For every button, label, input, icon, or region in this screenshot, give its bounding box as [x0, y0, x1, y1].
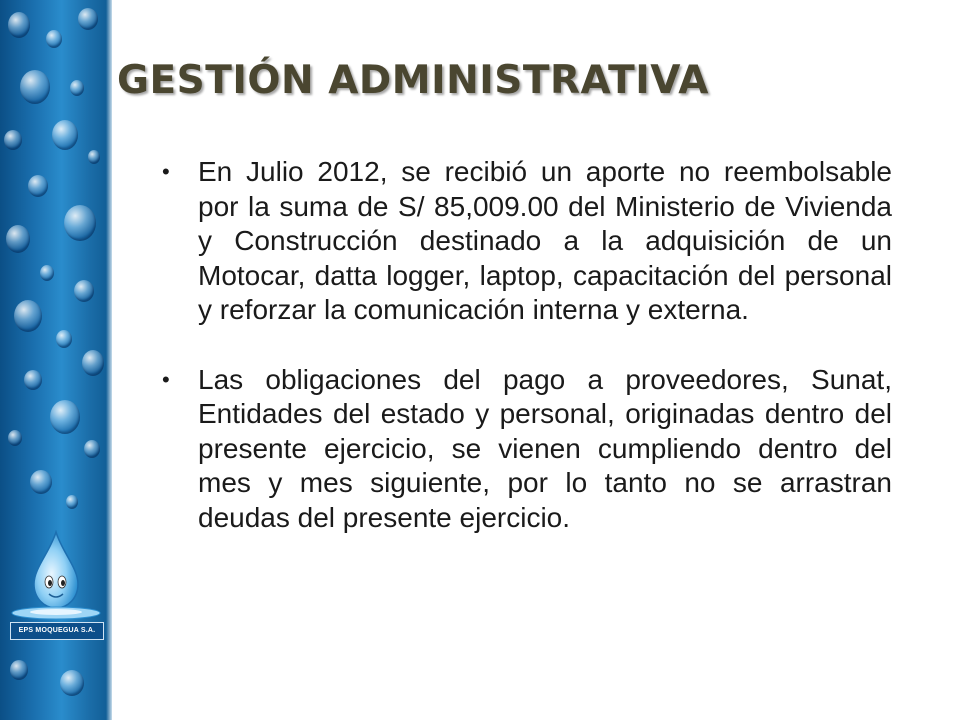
slide-title: GESTIÓN ADMINISTRATIVA — [117, 58, 709, 103]
water-splash-icon — [8, 604, 104, 622]
bubble — [30, 470, 52, 494]
bubble — [46, 30, 62, 48]
bubble — [20, 70, 50, 104]
bubble — [14, 300, 42, 332]
bubble — [10, 660, 28, 680]
bubble — [74, 280, 94, 302]
bullet-text: En Julio 2012, se recibió un aporte no reembolsable por la suma de S/ 85,009.00 del Ministerio de Vivienda y Construcción destinado a la adquisición de un Motocar, datta logger, laptop, capacitación del personal y reforzar la comunicación interna y externa. — [198, 156, 892, 325]
bullet-text: Las obligaciones del pago a proveedores, Sunat, Entidades del estado y personal, originadas dentro del presente ejercicio, se vienen cumpliendo dentro del mes y mes siguiente, por lo tanto no se arrastran deudas del presente ejercicio. — [198, 363, 892, 533]
bubble — [40, 265, 54, 281]
bubble — [50, 400, 80, 434]
list-item — [160, 363, 892, 536]
bubble — [52, 120, 78, 150]
bubble — [8, 12, 30, 38]
bubble — [8, 430, 22, 446]
bubble — [66, 495, 78, 509]
water-bubbles-panel — [0, 0, 112, 720]
bubble — [88, 150, 100, 164]
bullet-dot: • — [162, 159, 170, 184]
bubble — [28, 175, 48, 197]
bubble — [82, 350, 104, 376]
bubble — [84, 440, 100, 458]
bubble — [4, 130, 22, 150]
water-drop-mascot-icon — [30, 530, 82, 610]
bullet-dot: • — [162, 366, 170, 392]
company-logo — [8, 530, 104, 646]
bubble — [24, 370, 42, 390]
bubble — [6, 225, 30, 253]
bullet-list — [160, 155, 892, 535]
bubble — [64, 205, 96, 241]
logo-label: EPS MOQUEGUA S.A. — [10, 622, 104, 640]
list-item — [160, 155, 892, 328]
bubble — [56, 330, 72, 348]
bubble — [60, 670, 84, 696]
bubble — [78, 8, 98, 30]
bubble — [70, 80, 84, 96]
